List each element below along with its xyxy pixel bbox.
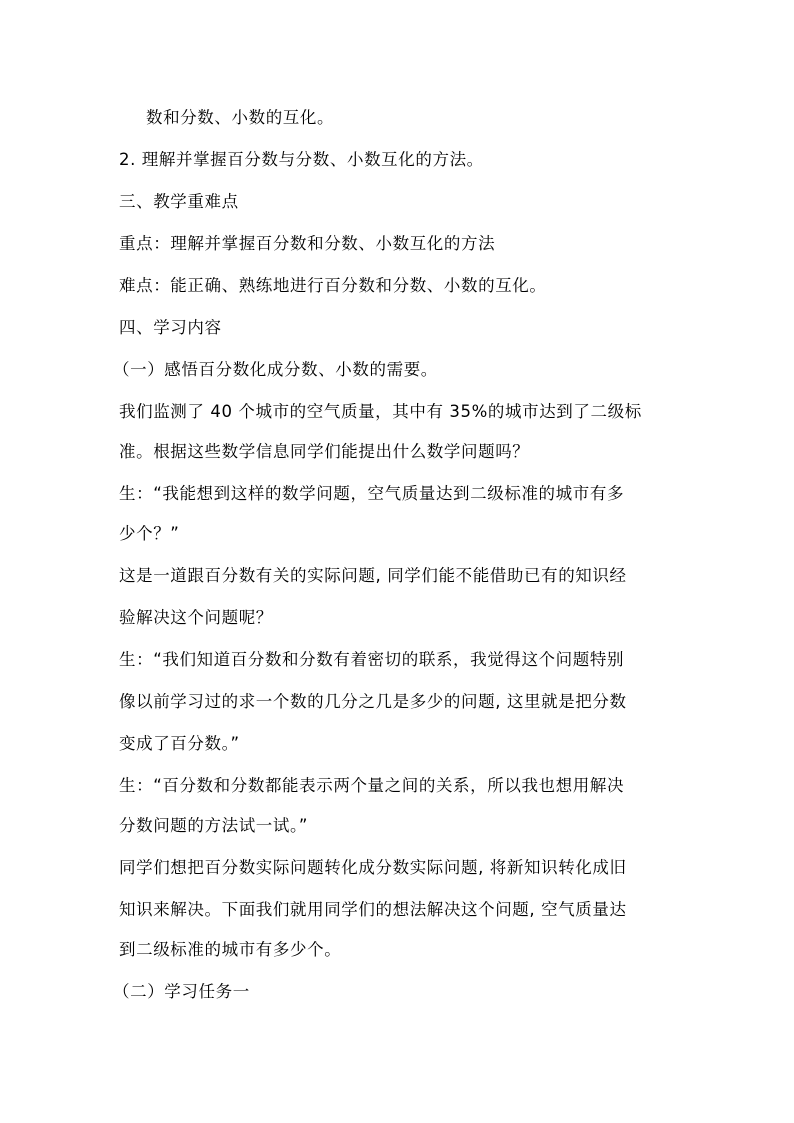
text-line: 数和分数、小数的互化。 (146, 108, 335, 127)
text-line: 准。根据这些数学信息同学们能提出什么数学问题吗？ (119, 442, 530, 461)
subsection-heading: （一）感悟百分数化成分数、小数的需要。 (113, 360, 438, 379)
text-line: 像以前学习过的求一个数的几分之几是多少的问题, 这里就是把分数 (119, 692, 627, 711)
text-line: 重点：理解并掌握百分数和分数、小数互化的方法 (119, 234, 496, 253)
text-line: 难点：能正确、熟练地进行百分数和分数、小数的互化。 (119, 276, 547, 295)
text-line: 到二级标准的城市有多少个。 (119, 940, 342, 959)
section-heading: 三、教学重难点 (119, 192, 239, 211)
text-line: 同学们想把百分数实际问题转化成分数实际问题, 将新知识转化成旧 (119, 858, 627, 877)
text-line: 生：“我们知道百分数和分数有着密切的联系，我觉得这个问题特别 (119, 650, 625, 669)
text-line: 生：“我能想到这样的数学问题，空气质量达到二级标准的城市有多 (119, 484, 625, 503)
text-line: 知识来解决。下面我们就用同学们的想法解决这个问题, 空气质量达 (119, 900, 627, 919)
text-line: 少个？” (119, 524, 180, 543)
section-heading: 四、学习内容 (119, 318, 222, 337)
text-line: 2. 理解并掌握百分数与分数、小数互化的方法。 (119, 150, 484, 169)
subsection-heading: （二）学习任务一 (113, 982, 250, 1001)
text-line: 这是一道跟百分数有关的实际问题, 同学们能不能借助已有的知识经 (119, 566, 627, 585)
text-line: 验解决这个问题呢？ (119, 608, 273, 627)
text-line: 变成了百分数。” (119, 734, 240, 753)
text-line: 我们监测了 40 个城市的空气质量，其中有 35%的城市达到了二级标 (119, 402, 642, 421)
text-line: 生：“百分数和分数都能表示两个量之间的关系，所以我也想用解决 (119, 776, 625, 795)
text-line: 分数问题的方法试一试。” (119, 816, 308, 835)
